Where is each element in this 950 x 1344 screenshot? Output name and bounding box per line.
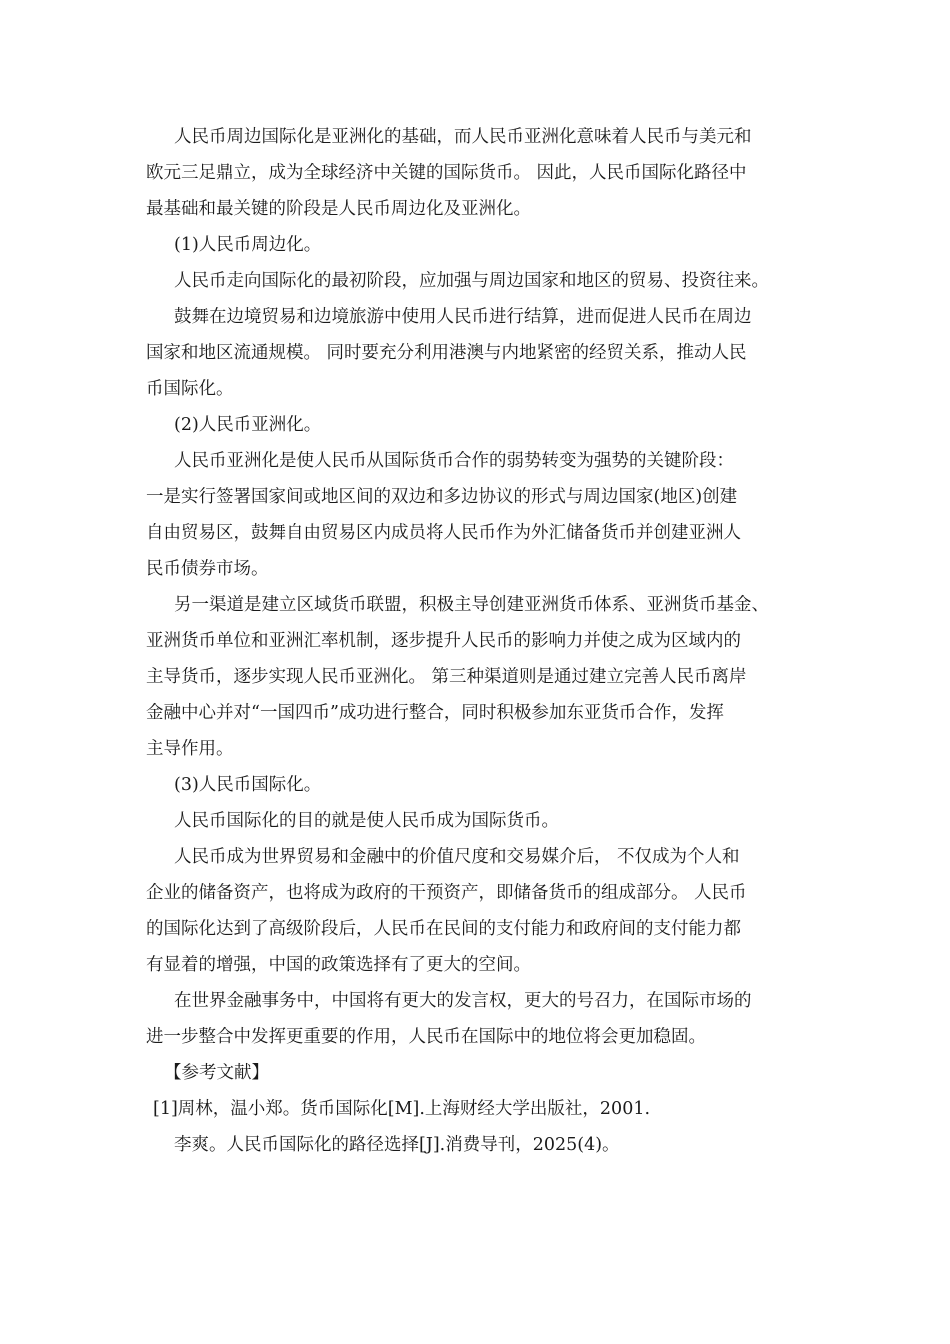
paragraph-line: 币国际化。 <box>146 379 234 399</box>
paragraph-line: 在世界金融事务中，中国将有更大的发言权，更大的号召力，在国际市场的 <box>174 991 752 1011</box>
paragraph-line: 金融中心并对“一国四币”成功进行整合，同时积极参加东亚货币合作，发挥 <box>146 703 724 723</box>
reference-item: [1]周林，温小郑。货币国际化[M].上海财经大学出版社，2001. <box>153 1099 651 1119</box>
paragraph-line: 主导作用。 <box>146 739 234 759</box>
paragraph-line: 另一渠道是建立区域货币联盟，积极主导创建亚洲货币体系、亚洲货币基金、 <box>174 595 769 615</box>
section-heading: (3)人民币国际化。 <box>174 775 322 795</box>
paragraph-line: 民币债券市场。 <box>146 559 269 579</box>
paragraph-line: 的国际化达到了高级阶段后，人民币在民间的支付能力和政府间的支付能力都 <box>146 919 741 939</box>
paragraph-line: 人民币周边国际化是亚洲化的基础，而人民币亚洲化意味着人民币与美元和 <box>174 127 752 147</box>
paragraph-line: 有显着的增强，中国的政策选择有了更大的空间。 <box>146 955 531 975</box>
paragraph-line: 欧元三足鼎立，成为全球经济中关键的国际货币。 因此，人民币国际化路径中 <box>146 163 747 183</box>
section-heading: (2)人民币亚洲化。 <box>174 415 322 435</box>
paragraph-line: 亚洲货币单位和亚洲汇率机制，逐步提升人民币的影响力并使之成为区域内的 <box>146 631 741 651</box>
paragraph-line: 主导货币，逐步实现人民币亚洲化。 第三种渠道则是通过建立完善人民币离岸 <box>146 667 747 687</box>
paragraph-line: 企业的储备资产，也将成为政府的干预资产，即储备货币的组成部分。 人民币 <box>146 883 747 903</box>
section-heading: (1)人民币周边化。 <box>174 235 322 255</box>
paragraph-line: 人民币亚洲化是使人民币从国际货币合作的弱势转变为强势的关键阶段： <box>174 451 734 471</box>
paragraph-line: 人民币国际化的目的就是使人民币成为国际货币。 <box>174 811 559 831</box>
paragraph-line: 最基础和最关键的阶段是人民币周边化及亚洲化。 <box>146 199 531 219</box>
reference-item: 李爽。人民币国际化的路径选择[J].消费导刊，2025(4)。 <box>174 1135 620 1155</box>
paragraph-line: 自由贸易区，鼓舞自由贸易区内成员将人民币作为外汇储备货币并创建亚洲人 <box>146 523 741 543</box>
paragraph-line: 进一步整合中发挥更重要的作用，人民币在国际中的地位将会更加稳固。 <box>146 1027 706 1047</box>
paragraph-line: 人民币成为世界贸易和金融中的价值尺度和交易媒介后， 不仅成为个人和 <box>174 847 740 867</box>
paragraph-line: 人民币走向国际化的最初阶段，应加强与周边国家和地区的贸易、投资往来。 <box>174 271 769 291</box>
references-heading: 【参考文献】 <box>164 1063 269 1083</box>
paragraph-line: 国家和地区流通规模。 同时要充分利用港澳与内地紧密的经贸关系，推动人民 <box>146 343 747 363</box>
paragraph-line: 鼓舞在边境贸易和边境旅游中使用人民币进行结算，进而促进人民币在周边 <box>174 307 752 327</box>
paragraph-line: 一是实行签署国家间或地区间的双边和多边协议的形式与周边国家(地区)创建 <box>146 487 738 507</box>
